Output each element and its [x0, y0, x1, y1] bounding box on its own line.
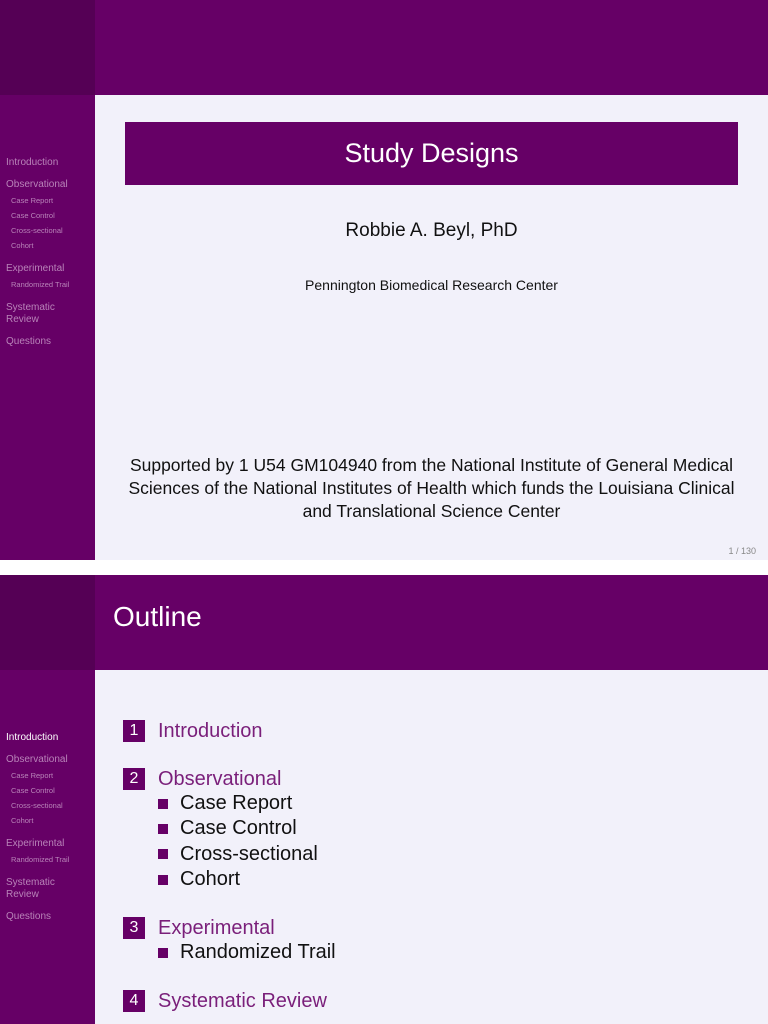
outline-link-systematic-review[interactable]: Systematic Review: [158, 989, 327, 1012]
square-bullet-icon: [158, 824, 168, 834]
nav-cohort[interactable]: Cohort: [11, 816, 34, 825]
nav-group-experimental: [6, 838, 94, 867]
outline-link-observational[interactable]: Observational: [158, 767, 282, 790]
nav-case-report[interactable]: Case Report: [11, 196, 54, 205]
square-bullet-icon: [158, 849, 168, 859]
sidebar-nav: [6, 732, 94, 933]
nav-systematic-line1[interactable]: Systematic: [6, 877, 55, 888]
nav-systematic-line2[interactable]: Review: [6, 889, 39, 900]
nav-introduction[interactable]: Introduction: [6, 157, 59, 168]
outline-list: [123, 719, 743, 1024]
outline-link-cross-sectional[interactable]: Cross-sectional: [180, 842, 318, 865]
nav-case-control[interactable]: Case Control: [11, 786, 55, 795]
nav-systematic-line1[interactable]: Systematic: [6, 302, 55, 313]
outline-link-randomized[interactable]: Randomized Trail: [180, 941, 336, 964]
outline-link-experimental[interactable]: Experimental: [158, 916, 275, 939]
outline-subitem: [123, 940, 743, 965]
square-bullet-icon: [158, 799, 168, 809]
nav-observational[interactable]: Observational: [6, 754, 68, 765]
sidebar: [0, 670, 95, 1024]
author-name: Robbie A. Beyl, PhD: [345, 220, 518, 241]
outline-item: [123, 989, 743, 1013]
square-bullet-icon: [158, 948, 168, 958]
nav-cross-sectional[interactable]: Cross-sectional: [11, 801, 63, 810]
nav-randomized[interactable]: Randomized Trail: [11, 280, 70, 289]
nav-questions[interactable]: Questions: [6, 336, 52, 347]
nav-group-systematic: [6, 877, 94, 901]
institute-name: Pennington Biomedical Research Center: [305, 277, 558, 293]
nav-experimental[interactable]: Experimental: [6, 263, 65, 274]
nav-group-systematic: [6, 302, 94, 326]
nav-questions[interactable]: Questions: [6, 911, 52, 922]
outline-subitem: [123, 867, 743, 892]
section-number: 2: [123, 768, 145, 790]
nav-cross-sectional[interactable]: Cross-sectional: [11, 226, 63, 235]
outline-link-case-control[interactable]: Case Control: [180, 817, 297, 840]
section-number: 4: [123, 990, 145, 1012]
outline-subitem: [123, 842, 743, 867]
nav-group-observational: [6, 754, 94, 828]
sidebar-nav: [6, 157, 94, 358]
nav-case-report[interactable]: Case Report: [11, 771, 54, 780]
sidebar: [0, 95, 95, 560]
header-corner: [0, 575, 95, 670]
section-number: 3: [123, 917, 145, 939]
frame-title: Outline: [113, 601, 202, 632]
outline-item: [123, 719, 743, 743]
outline-item: [123, 767, 743, 892]
outline-item: [123, 916, 743, 965]
outline-link-case-report[interactable]: Case Report: [180, 792, 293, 815]
funding-statement: Supported by 1 U54 GM104940 from the National Institute of General Medical Sciences of the National Institutes of Health which funds the Louisiana Clinical and Translational Science Center: [128, 455, 735, 521]
nav-group-experimental: [6, 263, 94, 292]
title-box: [125, 122, 738, 185]
nav-case-control[interactable]: Case Control: [11, 211, 55, 220]
nav-cohort[interactable]: Cohort: [11, 241, 34, 250]
nav-experimental[interactable]: Experimental: [6, 838, 65, 849]
presentation-title: Study Designs: [344, 138, 519, 168]
outline-subitem: [123, 816, 743, 841]
outline-link-cohort[interactable]: Cohort: [180, 868, 241, 891]
nav-observational[interactable]: Observational: [6, 179, 68, 190]
outline-link-introduction[interactable]: Introduction: [158, 719, 263, 742]
nav-randomized[interactable]: Randomized Trail: [11, 855, 70, 864]
page-number: 1 / 130: [728, 546, 756, 556]
header-bar: [0, 0, 768, 95]
slide-outline: [0, 575, 768, 1024]
header-corner: [0, 0, 95, 95]
nav-systematic-line2[interactable]: Review: [6, 314, 39, 325]
outline-subitem: [123, 791, 743, 816]
nav-group-observational: [6, 179, 94, 253]
section-number: 1: [123, 720, 145, 742]
square-bullet-icon: [158, 875, 168, 885]
nav-introduction[interactable]: Introduction: [6, 732, 59, 743]
